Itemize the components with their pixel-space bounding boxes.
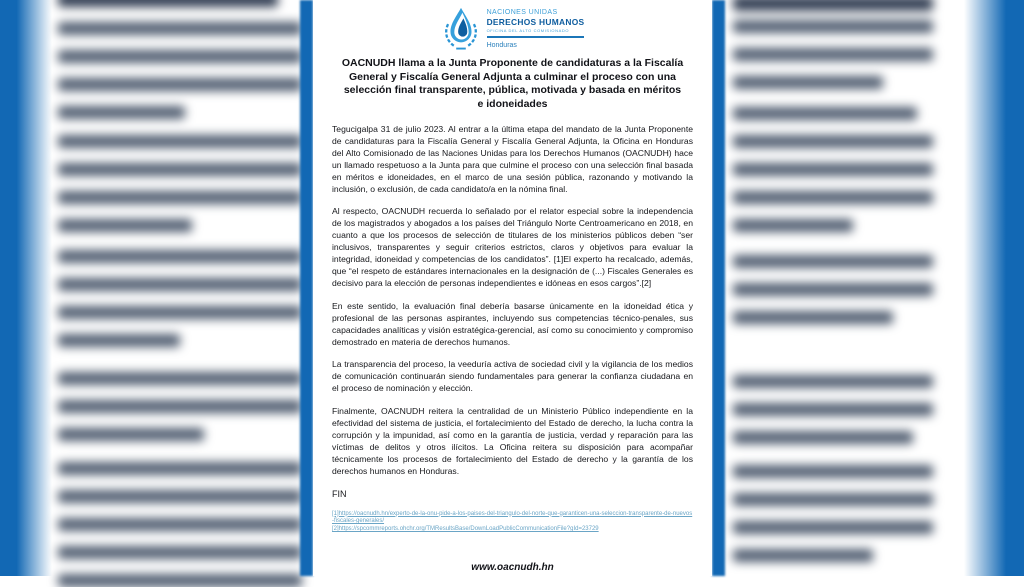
ohchr-logo: [332, 6, 693, 50]
blurred-text-line: [733, 20, 933, 33]
blurred-text-line: [58, 219, 192, 232]
paragraph-2: Al respecto, OACNUDH recuerda lo señalado por el relator especial sobre la independencia de los magistrados y abogados a los países del Triángulo Norte Centroamericano en 2018, en cuanto a que los procesos de selección de titulares de los ministerios públicos deben “ser inclusivos, transparentes y seguir criterios estrictos, claros y objetivos para evaluar la integridad, idoneidad y competencias de los candidatos”. [1]El experto ha recalcado, además, que “el respeto de estándares internacionales en la designación de (...) Fiscales Generales es decisivo para la elección de personas independientes e idóneas en esos cargos”.[2]: [332, 206, 693, 288]
blurred-text-line: [733, 311, 893, 324]
blurred-text-line: [58, 490, 302, 503]
blurred-text-line: [58, 22, 302, 35]
blurred-text-line: [58, 163, 302, 176]
blurred-text-line: [733, 191, 933, 204]
blurred-text-line: [733, 403, 933, 416]
blurred-text-line: [58, 106, 185, 119]
press-release-title: OACNUDH llama a la Junta Proponente de candidaturas a la Fiscalía General y Fiscalía General Adjunta a culminar el proceso con una selección final transparente, pública, motivada y basada en méritos e idoneidades: [341, 57, 684, 110]
blurred-text-line: [733, 76, 883, 89]
blurred-text-line: [58, 428, 204, 441]
blurred-text-line: [733, 521, 933, 534]
paragraph-3: En este sentido, la evaluación final debería basarse únicamente en la idoneidad ética y profesional de las personas aspirantes, incluyendo sus competencias técnico-penales, sus capacidades analíticas y visión estratégica-gerencial, así como su conocimiento y compromiso demostrado en materia de derechos humanos.: [332, 300, 693, 347]
blurred-text-line: [58, 518, 302, 531]
logo-country: Honduras: [486, 42, 517, 49]
blurred-text-line: [58, 0, 278, 7]
blurred-text-line: [58, 546, 302, 559]
blurred-text-line: [733, 48, 933, 61]
blurred-text-line: [58, 372, 302, 385]
un-human-rights-emblem: [441, 6, 481, 50]
paragraph-4: La transparencia del proceso, la veeduría activa de sociedad civil y la vigilancia de los medios de comunicación continuarán siendo fundamentales para generar la confianza ciudadana en el proceso de nominación y elección.: [332, 359, 693, 394]
blurred-text-line: [733, 493, 933, 506]
left-blue-edge-gradient: [0, 0, 52, 576]
website-url[interactable]: www.oacnudh.hn: [471, 562, 554, 573]
blurred-text-line: [733, 255, 933, 268]
blurred-text-line: [733, 107, 917, 120]
footnote-1-link[interactable]: [1]https://oacnudh.hn/experto-de-la-onu-pide-a-los-paises-del-triangulo-del-norte-que-garanticen-una-seleccion-transparente-de-nuevos-fiscales-generales/: [332, 510, 693, 525]
blurred-text-line: [733, 549, 873, 562]
logo-divider: [487, 36, 585, 38]
logo-org-line1: NACIONES UNIDAS: [486, 9, 558, 16]
blurred-text-line: [58, 400, 302, 413]
blurred-text-column-right: [733, 0, 933, 576]
footnote-2-link[interactable]: [2]https://spcommreports.ohchr.org/TMResultsBase/DownLoadPublicCommunicationFile?gId=23729: [332, 525, 599, 532]
logo-org-line3: OFICINA DEL ALTO COMISIONADO: [486, 28, 570, 33]
blurred-text-line: [733, 0, 933, 11]
blurred-text-line: [58, 334, 180, 347]
blurred-text-line: [733, 431, 913, 444]
blurred-text-line: [58, 462, 302, 475]
paragraph-1: Tegucigalpa 31 de julio 2023. Al entrar a la última etapa del mandato de la Junta Proponente de candidaturas para la Fiscalía General y Fiscalía General Adjunta, la Oficina en Honduras del Alto Comisionado de las Naciones Unidas para los Derechos Humanos (OACNUDH) hace un llamado respetuoso a la Junta para que culmine el proceso con una selección final basada en méritos e idoneidades, en el marco de una sesión pública, razonando y motivando la inclusión, o exclusión, de cada candidato/a en la nómina final.: [332, 124, 693, 194]
footnotes: [332, 511, 693, 534]
left-blue-bar: [300, 0, 313, 576]
right-blue-edge-gradient: [964, 0, 1024, 576]
fin-label: FIN: [332, 488, 347, 499]
blurred-text-line: [58, 50, 302, 63]
press-release-document: [313, 0, 712, 576]
blurred-text-line: [58, 306, 302, 319]
blurred-text-line: [733, 283, 933, 296]
blurred-text-line: [58, 250, 302, 263]
blurred-text-line: [733, 465, 933, 478]
blurred-text-line: [733, 135, 933, 148]
blurred-text-line: [58, 278, 302, 291]
blurred-text-line: [58, 191, 302, 204]
blurred-text-line: [58, 135, 302, 148]
blurred-text-line: [733, 163, 933, 176]
blurred-text-column-left: [58, 0, 302, 576]
blurred-text-line: [733, 219, 853, 232]
right-blue-bar: [712, 0, 725, 576]
blurred-text-line: [733, 375, 933, 388]
logo-org-line2: DERECHOS HUMANOS: [486, 17, 585, 27]
paragraph-5: Finalmente, OACNUDH reitera la centralidad de un Ministerio Público independiente en la efectividad del sistema de justicia, el fortalecimiento del Estado de derecho, la lucha contra la corrupción y la impunidad, así como en la garantía de justicia, verdad y reparación para las víctimas de delitos y otros ilícitos. La Oficina reitera su disposición para acompañar técnicamente los procesos de fortalecimiento del Estado de derecho y la garantía de los derechos humanos en Honduras.: [332, 406, 693, 476]
blurred-text-line: [58, 78, 302, 91]
